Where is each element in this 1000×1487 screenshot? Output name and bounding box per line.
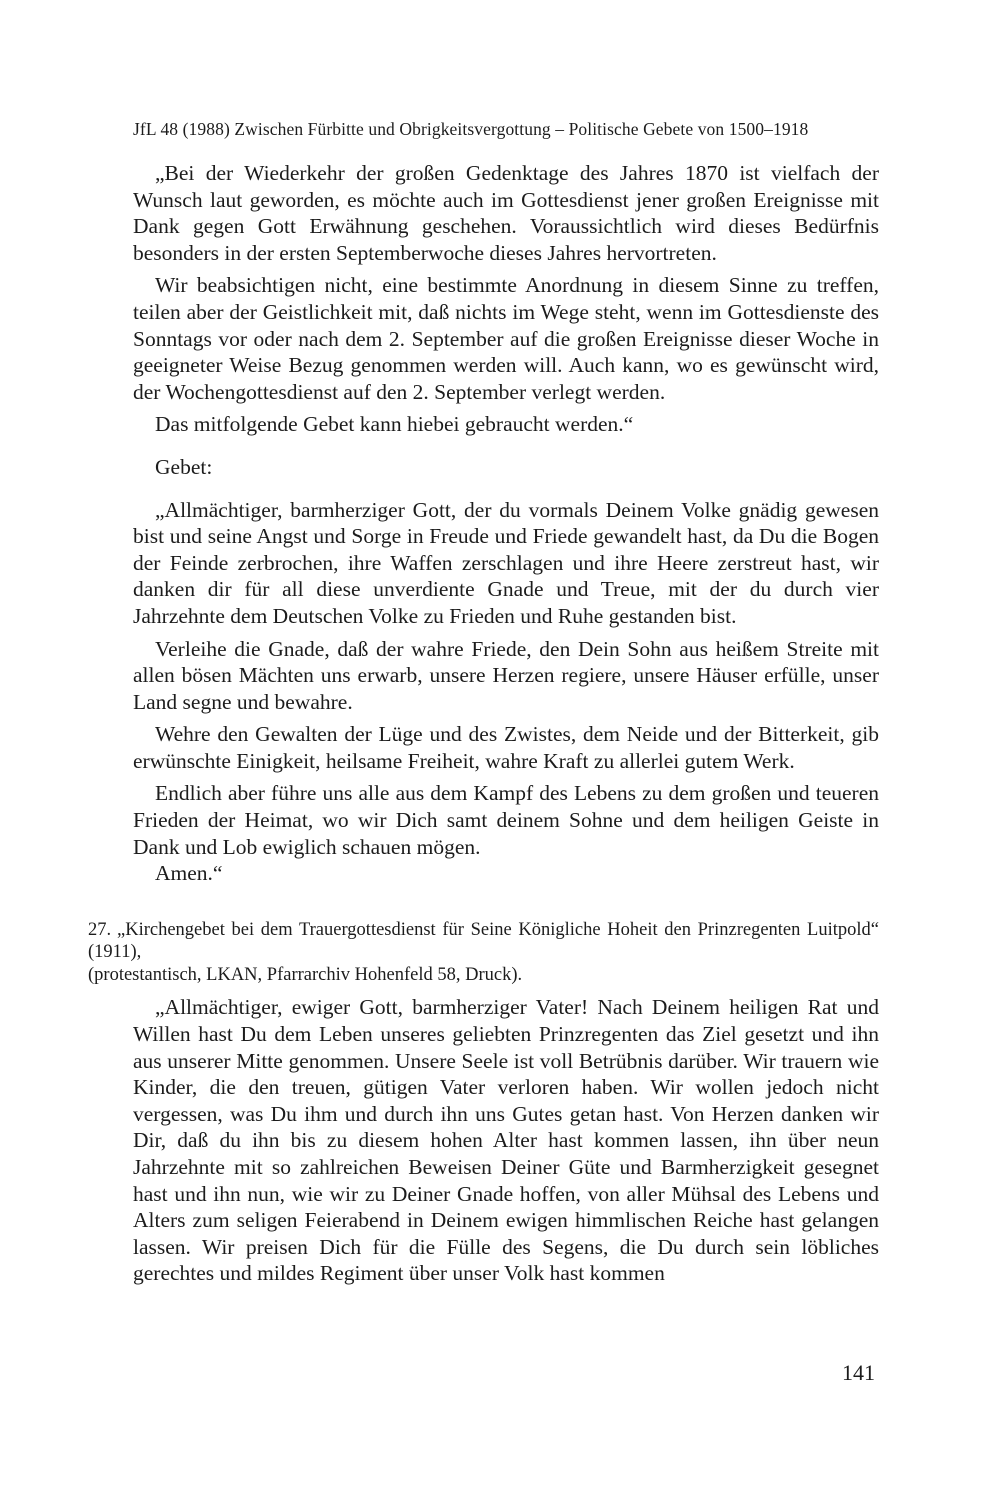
paragraph-prayer-final: Endlich aber führe uns alle aus dem Kampf des Lebens zu dem großen und teueren Frieden der Heimat, wo wir Dich samt deinem Sohne und dem heiligen Geiste in Dank und Lob ewiglich schauen mögen. — [133, 781, 879, 859]
paragraph-prayer-peace: Verleihe die Gnade, daß der wahre Friede, den Dein Sohn aus heißem Streite mit allen bösen Mächten uns erwarb, unsere Herzen regiere, unsere Häuser erfülle, unser Land segne und bewahre. — [133, 636, 879, 714]
page-number: 141 — [842, 1360, 875, 1385]
entry-number: 27. — [88, 919, 112, 940]
paragraph-prayer-thanks: „Allmächtiger, barmherziger Gott, der du vormals Deinem Volke gnädig gewesen bist und seine Angst und Sorge in Freude und Friede gewandelt hast, da Du die Bogen der Feinde zerbrochen, ihre Waffen zerschlagen und ihre Heere zerstreut hast, wir danken dir für all diese unverdiente Gnade und Treue, mit der du durch vier Jahrzehnte dem Deutschen Volke zu Frieden und Ruhe gestanden bist. — [133, 497, 879, 628]
paragraph-decree-intro: „Bei der Wiederkehr der großen Gedenktage des Jahres 1870 ist vielfach der Wunsch laut geworden, es möchte auch im Gottesdienst jener großen Ereignisse mit Dank gegen Gott Erwähnung geschehen. Voraussichtlich wird dieses Bedürfnis besonders in der ersten Septemberwoche dieses Jahres hervortreten. — [133, 161, 879, 265]
paragraph-prayer-heading: Gebet: — [155, 454, 213, 479]
paragraph-prayer-unity: Wehre den Gewalten der Lüge und des Zwistes, dem Neide und der Bitterkeit, gib erwünschte Einigkeit, heilsame Freiheit, wahre Kraft zu allerlei gutem Werk. — [133, 722, 879, 773]
paragraph-prayer-note: Das mitfolgende Gebet kann hiebei gebraucht werden.“ — [155, 412, 634, 437]
source-entry — [88, 919, 879, 987]
paragraph-funeral-prayer: „Allmächtiger, ewiger Gott, barmherziger Vater! Nach Deinem heiligen Rat und Willen hast Du dem Leben unseres geliebten Prinzregenten das Ziel gesetzt und ihn aus unserer Mitte genommen. Unsere Seele ist voll Betrübnis darüber. Wir trauern wie Kinder, die den treuen, gütigen Vater verloren haben. Wir wollen jedoch nicht vergessen, was Du ihm und durch ihn uns Gutes getan hast. Von Herzen danken wir Dir, daß du ihn bis zu diesem hohen Alter hast kommen lassen, ihn über neun Jahrzehnte mit so zahlreichen Beweisen Deiner Güte und Barmherzigkeit gesegnet hast und ihn nun, wie wir zu Deiner Gnade hoffen, von aller Mühsal des Lebens und Alters zum seligen Feierabend in Deinem ewigen himmlischen Reiche hast gelangen lassen. Wir preisen Dich für die Fülle des Segens, die Du durch sein löbliches gerechtes und mildes Regiment über unser Volk hast kommen — [133, 995, 879, 1286]
body-text — [88, 160, 879, 1287]
entry-source: (protestantisch, LKAN, Pfarrarchiv Hohenfeld 58, Druck). — [88, 964, 523, 985]
running-header: JfL 48 (1988) Zwischen Fürbitte und Obrigkeitsvergottung – Politische Gebete von 1500–1918 — [133, 119, 809, 139]
paragraph-decree-instruction: Wir beabsichtigen nicht, eine bestimmte Anordnung in diesem Sinne zu treffen, teilen aber der Geistlichkeit mit, daß nichts im Wege steht, wenn im Gottesdienste des Sonntags vor oder nach dem 2. September auf die großen Ereignisse dieser Woche in geeigneter Weise Bezug genommen werden will. Auch kann, wo es gewünscht wird, der Wochengottesdienst auf den 2. September verlegt werden. — [133, 273, 879, 404]
entry-title: „Kirchengebet bei dem Trauergottesdienst für Seine Königliche Hoheit den Prinzregenten Luitpold“ (1911), — [88, 919, 879, 963]
paragraph-amen: Amen.“ — [155, 861, 223, 886]
entry-title-line — [88, 919, 879, 964]
